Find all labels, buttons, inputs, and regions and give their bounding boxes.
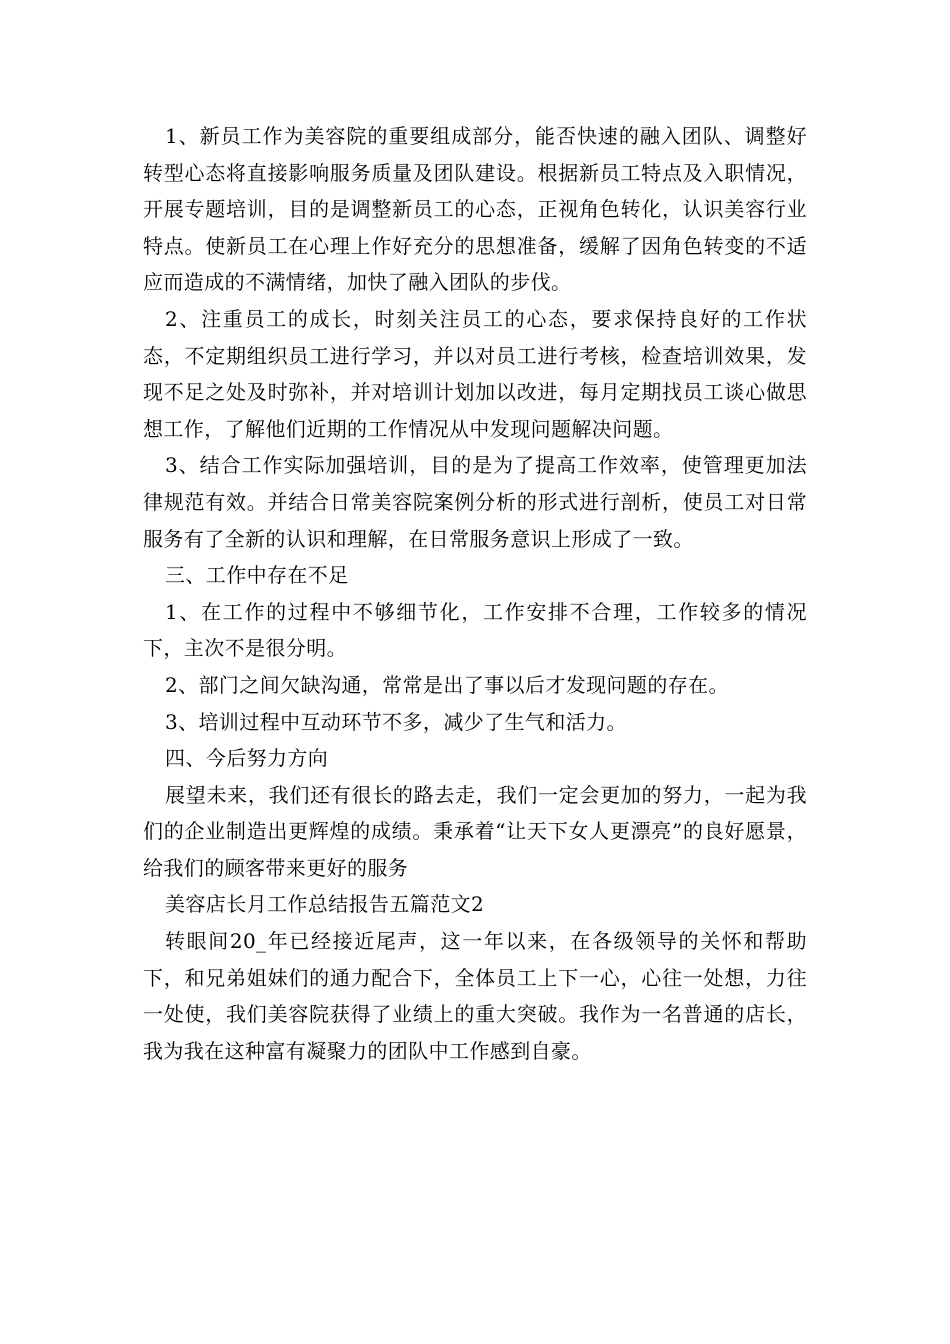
document-page [143, 118, 807, 1069]
paragraph-outlook: 展望未来，我们还有很长的路去走，我们一定会更加的努力，一起为我们的企业制造出更辉煌的成绩。秉承着“让天下女人更漂亮”的良好愿景，给我们的顾客带来更好的服务 [143, 782, 807, 880]
section-heading-future-direction: 四、今后努力方向 [165, 746, 329, 771]
paragraph-shortcoming-3: 3、培训过程中互动环节不多，减少了生气和活力。 [165, 709, 627, 734]
paragraph-shortcoming-2: 2、部门之间欠缺沟通，常常是出了事以后才发现问题的存在。 [165, 672, 729, 697]
paragraph-practical-training: 3、结合工作实际加强培训，目的是为了提高工作效率，使管理更加法律规范有效。并结合日常美容院案例分析的形式进行剖析，使员工对日常服务有了全新的认识和理解，在日常服务意识上形成了一致。 [143, 453, 807, 551]
paragraph-staff-growth: 2、注重员工的成长，时刻关注员工的心态，要求保持良好的工作状态，不定期组织员工进行学习，并以对员工进行考核，检查培训效果，发现不足之处及时弥补，并对培训计划加以改进，每月定期找员工谈心做思想工作，了解他们近期的工作情况从中发现问题解决问题。 [143, 306, 807, 441]
article-title-2: 美容店长月工作总结报告五篇范文2 [165, 892, 485, 917]
paragraph-year-summary: 转眼间20_年已经接近尾声，这一年以来，在各级领导的关怀和帮助下，和兄弟姐妹们的通力配合下，全体员工上下一心，心往一处想，力往一处使，我们美容院获得了业绩上的重大突破。我作为一名普通的店长，我为我在这种富有凝聚力的团队中工作感到自豪。 [143, 929, 807, 1063]
paragraph-training-new-staff: 1、新员工作为美容院的重要组成部分，能否快速的融入团队、调整好转型心态将直接影响服务质量及团队建设。根据新员工特点及入职情况，开展专题培训，目的是调整新员工的心态，正视角色转化，认识美容行业特点。使新员工在心理上作好充分的思想准备，缓解了因角色转变的不适应而造成的不满情绪，加快了融入团队的步伐。 [143, 124, 807, 295]
paragraph-shortcoming-1: 1、在工作的过程中不够细节化，工作安排不合理，工作较多的情况下，主次不是很分明。 [143, 599, 807, 661]
section-heading-shortcomings: 三、工作中存在不足 [165, 563, 349, 588]
